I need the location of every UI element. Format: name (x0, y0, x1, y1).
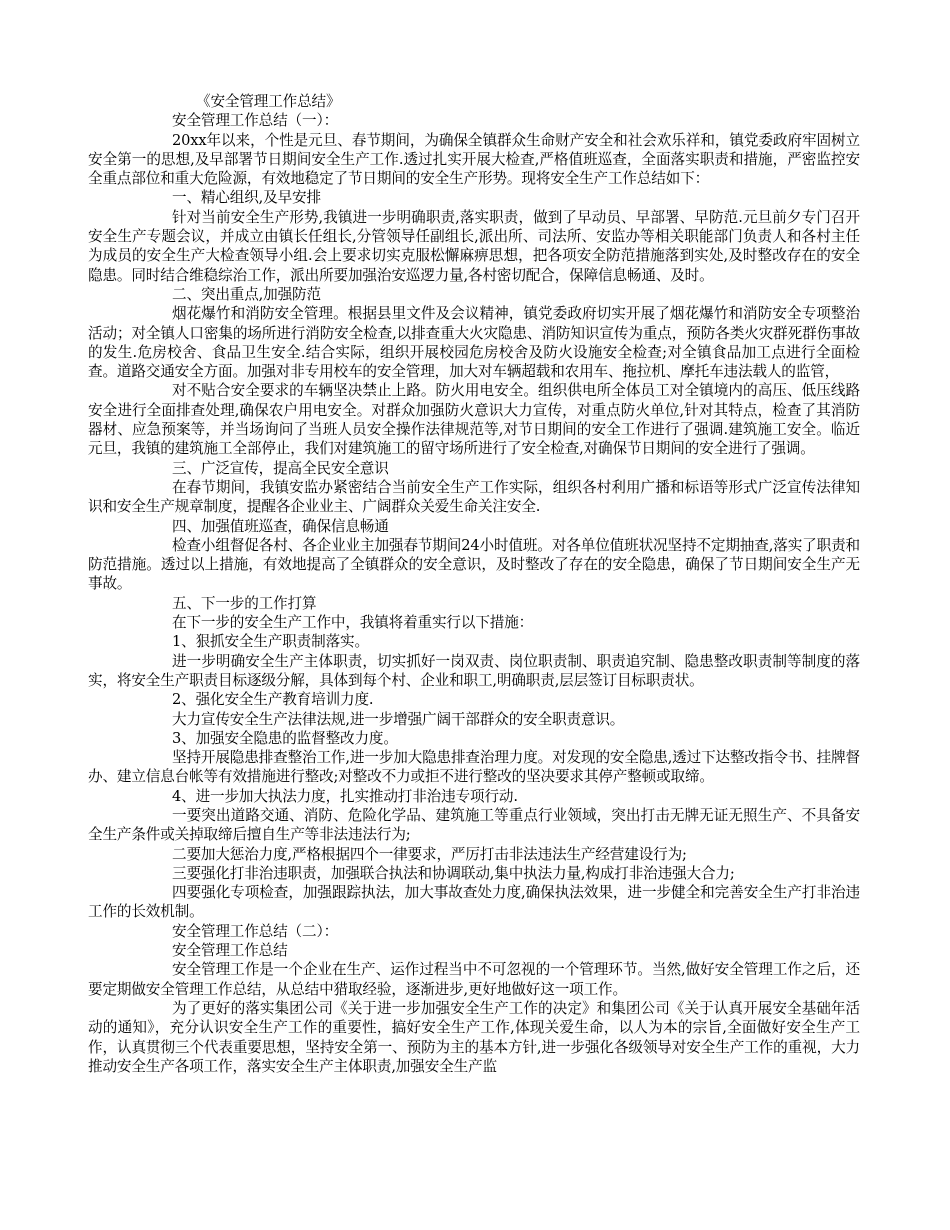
paragraph: 4、进一步加大执法力度，扎实推动打非治违专项行动. (172, 787, 518, 805)
paragraph: 坚持开展隐患排查整治工作,进一步加大隐患排查治理力度。对发现的安全隐患,透过下达整改指令书、挂牌督办、建立信息台帐等有效措施进行整改;对整改不力或拒不进行整改的坚决要求其停产整顿或取缔。 (88, 749, 860, 786)
paragraph: 大力宣传安全生产法律法规,进一步增强广阔干部群众的安全职责意识。 (172, 710, 625, 728)
paragraph: 3、加强安全隐患的监督整改力度。 (172, 729, 398, 747)
document-body (88, 92, 860, 1076)
paragraph: 1、狠抓安全生产职责制落实。 (172, 633, 369, 651)
paragraph: 三要强化打非治违职责，加强联合执法和协调联动,集中执法力量,构成打非治违强大合力; (172, 864, 735, 882)
paragraph: 对不贴合安全要求的车辆坚决禁止上路。防火用电安全。组织供电所全体员工对全镇境内的高压、低压线路安全进行全面排查处理,确保农户用电安全。对群众加强防火意识大力宣传，对重点防火单位,针对其特点，检查了其消防器材、应急预案等，并当场询问了当班人员安全操作法律规范等,对节日期间的安全工作进行了强调.建筑施工安全。临近元旦，我镇的建筑施工全部停止，我们对建筑施工的留守场所进行了安全检查,对确保节日期间的安全进行了强调。 (88, 382, 860, 458)
paragraph: 检查小组督促各村、各企业业主加强春节期间24小时值班。对各单位值班状况坚持不定期抽查,落实了职责和防范措施。透过以上措施，有效地提高了全镇群众的安全意识，及时整改了存在的安全隐患，确保了节日期间安全生产无事故。 (88, 536, 860, 593)
paragraph: 五、下一步的工作打算 (172, 594, 317, 612)
document-title: 《安全管理工作总结》 (196, 93, 341, 110)
paragraph: 二、突出重点,加强防范 (172, 285, 321, 303)
paragraph: 四、加强值班巡查，确保信息畅通 (172, 517, 389, 535)
paragraph: 一要突出道路交通、消防、危险化学品、建筑施工等重点行业领域，突出打击无牌无证无照生产、不具备安全生产条件或关掉取缔后擅自生产等非法违法行为; (88, 806, 860, 844)
paragraph: 安全管理工作是一个企业在生产、运作过程当中不可忽视的一个管理环节。当然,做好安全管理工作之后，还要定期做安全管理工作总结，从总结中猎取经验，逐渐进步,更好地做好这一项工作。 (88, 961, 860, 998)
paragraph: 在下一步的安全生产工作中，我镇将着重实行以下措施： (172, 614, 534, 632)
paragraph: 烟花爆竹和消防安全管理。根据县里文件及会议精神，镇党委政府切实开展了烟花爆竹和消防安全专项整治活动；对全镇人口密集的场所进行消防安全检查,以排查重大火灾隐患、消防知识宣传为重点，预防各类火灾群死群伤事故的发生.危房校舍、食品卫生安全.结合实际，组织开展校园危房校舍及防火设施安全检查;对全镇食品加工点进行全面检查。道路交通安全方面。加强对非专用校车的安全管理，加大对车辆超载和农用车、拖拉机、摩托车违法载人的监管， (88, 305, 860, 381)
paragraph: 针对当前安全生产形势,我镇进一步明确职责,落实职责，做到了早动员、早部署、早防范.元旦前夕专门召开安全生产专题会议，并成立由镇长任组长,分管领导任副组长,派出所、司法所、安监办等相关职能部门负责人和各村主任为成员的安全生产大检查领导小组.会上要求切实克服松懈麻痹思想，把各项安全防范措施落到实处,及时整改存在的安全隐患。同时结合维稳综治工作，派出所要加强治安巡逻力量,各村密切配合，保障信息畅通、及时。 (88, 208, 860, 284)
paragraph: 安全管理工作总结 (172, 942, 288, 960)
paragraph: 进一步明确安全生产主体职责，切实抓好一岗双责、岗位职责制、职责追究制、隐患整改职责制等制度的落实，将安全生产职责目标逐级分解，具体到每个村、企业和职工,明确职责,层层签订目标职责状。 (88, 652, 860, 689)
paragraph: 在春节期间，我镇安监办紧密结合当前安全生产工作实际，组织各村利用广播和标语等形式广泛宣传法律知识和安全生产规章制度，提醒各企业业主、广阔群众关爱生命关注安全. (88, 478, 860, 516)
paragraph: 安全管理工作总结（二）： (172, 922, 339, 940)
paragraph: 一、精心组织,及早安排 (172, 189, 321, 207)
paragraph: 二要加大惩治力度,严格根据四个一律要求，严厉打击非法违法生产经营建设行为; (172, 845, 687, 863)
paragraph: 20xx年以来，个性是元旦、春节期间，为确保全镇群众生命财产安全和社会欢乐祥和，镇党委政府牢固树立安全第一的思想,及早部署节日期间安全生产工作.透过扎实开展大检查,严格值班巡查，全面落实职责和措施，严密监控安全重点部位和重大危险源，有效地稳定了节日期间的安全生产形势。现将安全生产工作总结如下： (88, 131, 860, 188)
paragraph: 为了更好的落实集团公司《关于进一步加强安全生产工作的决定》和集团公司《关于认真开展安全基础年活动的通知》，充分认识安全生产工作的重要性，搞好安全生产工作,体现关爱生命，以人为本的宗旨,全面做好安全生产工作，认真贯彻三个代表重要思想，坚持安全第一、预防为主的基本方针,进一步强化各级领导对安全生产工作的重视，大力推动安全生产各项工作，落实安全生产主体职责,加强安全生产监 (88, 999, 860, 1075)
paragraph: 三、广泛宣传，提高全民安全意识 (172, 459, 389, 477)
paragraph: 四要强化专项检查，加强跟踪执法，加大事故查处力度,确保执法效果，进一步健全和完善安全生产打非治违工作的长效机制。 (88, 884, 860, 921)
paragraph: 2、强化安全生产教育培训力度. (172, 691, 374, 709)
paragraph: 安全管理工作总结（一）： (172, 112, 339, 130)
